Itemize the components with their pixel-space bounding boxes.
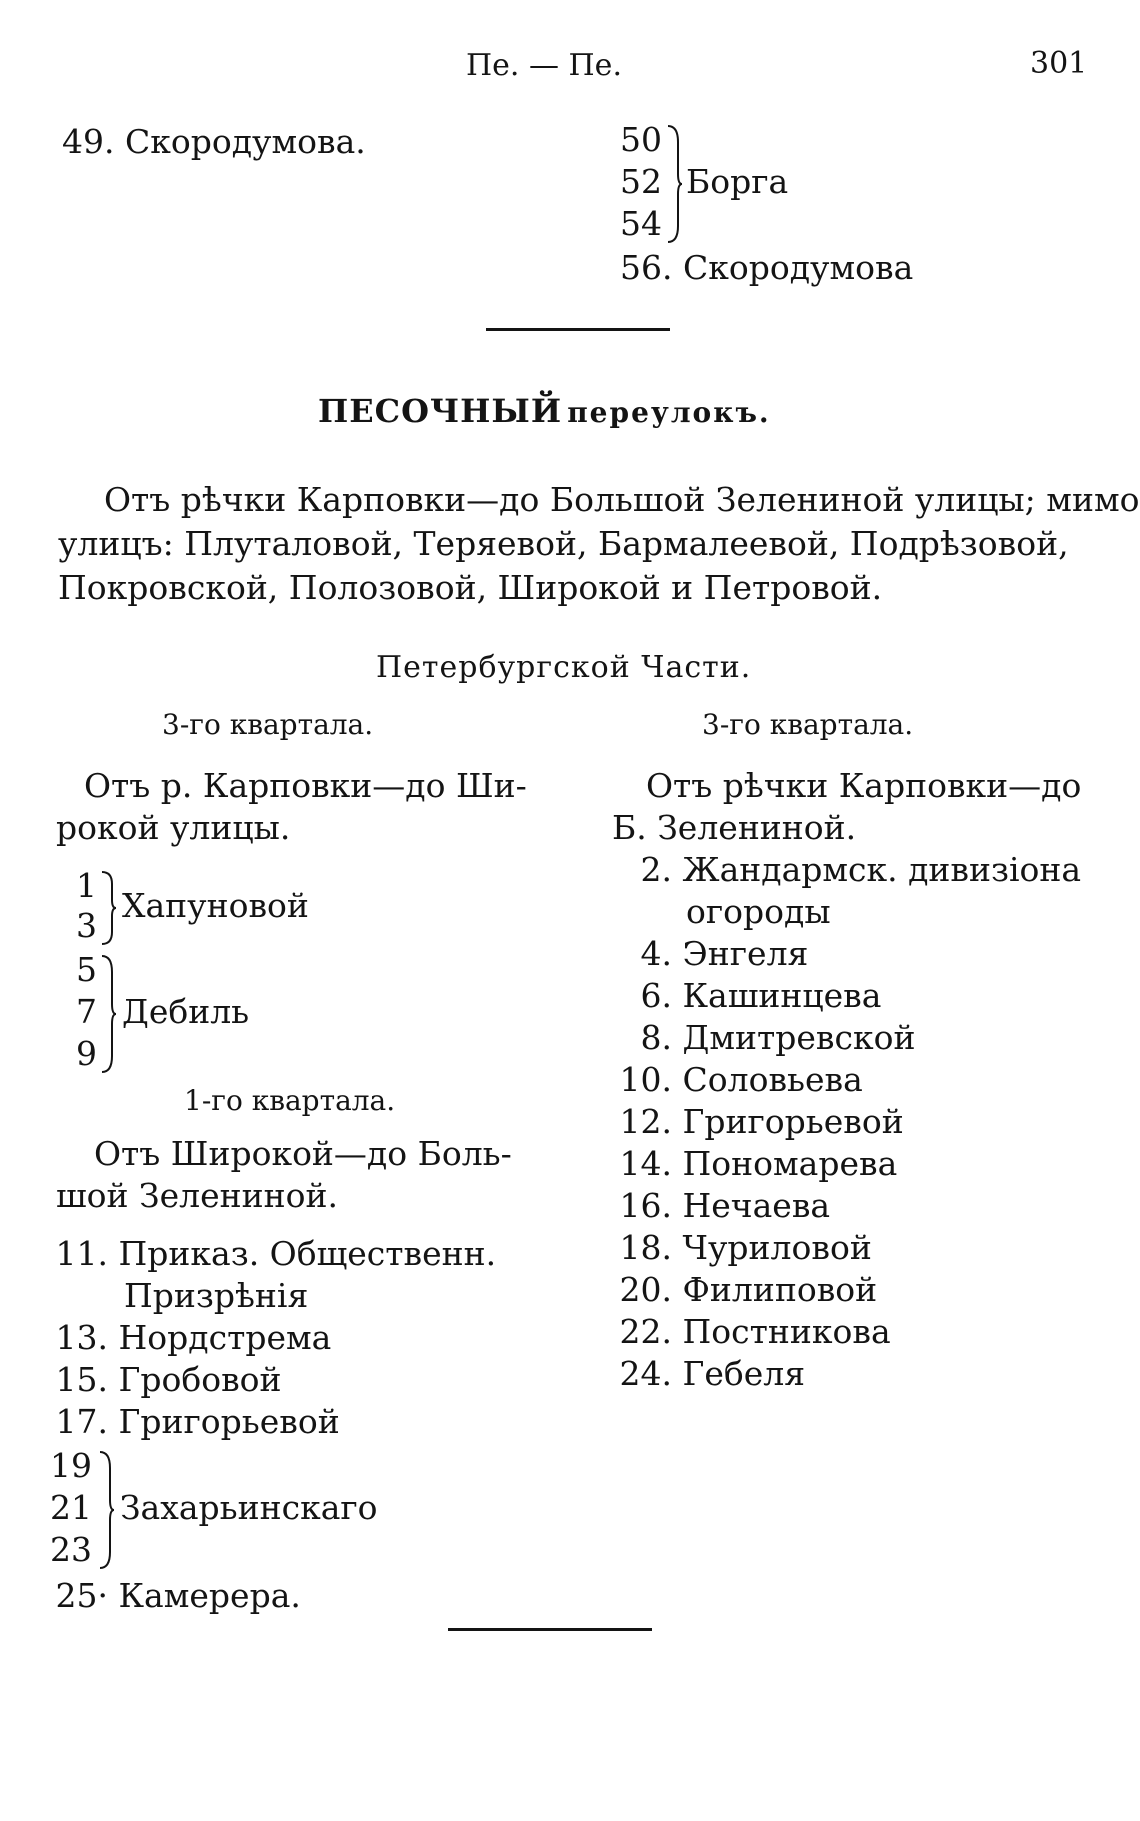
left-range-b-line-2: шой Зелениной.: [56, 1176, 338, 1215]
item-number: 24.: [619, 1354, 672, 1393]
list-item: [612, 1144, 897, 1183]
title-sub: переулокъ.: [567, 396, 771, 429]
left-quarter-heading: 3-го квартала.: [162, 708, 374, 741]
brace: [98, 1450, 116, 1570]
entry-49: [62, 122, 366, 161]
group-name-borga: Борга: [686, 162, 789, 201]
list-item: [50, 1402, 340, 1441]
item-number: 13.: [55, 1318, 108, 1357]
group-name: Дебиль: [122, 992, 250, 1031]
group-num: 9: [76, 1034, 97, 1073]
list-item: [612, 1018, 915, 1057]
list-item: [612, 1312, 891, 1351]
item-number: 11.: [55, 1234, 108, 1273]
description-line-2: улицъ: Плуталовой, Теряевой, Бармалеевой, Подрѣзовой,: [58, 524, 1069, 563]
group-num-50: 50: [620, 120, 662, 159]
item-number: 17.: [55, 1402, 108, 1441]
item-name: Дмитревской: [682, 1018, 916, 1057]
brace: [100, 954, 118, 1074]
item-number: 15.: [55, 1360, 108, 1399]
district-heading: Петербургской Части.: [376, 650, 752, 685]
item-name: Постникова: [682, 1312, 891, 1351]
entry-number: 56.: [620, 248, 673, 287]
section-title: [318, 392, 771, 430]
list-item: [612, 976, 881, 1015]
left-range-b-line-1: Отъ Широкой—до Боль-: [94, 1134, 512, 1173]
list-item: [612, 1060, 863, 1099]
item-name: Камерера.: [118, 1576, 301, 1615]
entry-56: [620, 248, 913, 287]
right-range-line-2: Б. Зелениной.: [612, 808, 857, 847]
item-number: 10.: [619, 1060, 672, 1099]
group-num-52: 52: [620, 162, 662, 201]
list-item: [612, 1354, 805, 1393]
item-name: Григорьевой: [118, 1402, 340, 1441]
group-num: 1: [76, 866, 97, 905]
list-item: [50, 1318, 331, 1357]
item-name: Чуриловой: [682, 1228, 872, 1267]
item-number: 20.: [619, 1270, 672, 1309]
list-item-continuation: огороды: [686, 892, 831, 931]
group-num: 5: [76, 950, 97, 989]
entry-name: Скородумова.: [124, 122, 366, 161]
running-title: Пе. — Пе.: [466, 48, 622, 83]
item-number: 22.: [619, 1312, 672, 1351]
item-name: Жандармск. дивизіона: [682, 850, 1082, 889]
item-number: 8.: [640, 1018, 672, 1057]
item-name: Пономарева: [682, 1144, 898, 1183]
item-name: Нечаева: [682, 1186, 831, 1225]
list-item: [612, 934, 808, 973]
left-quarter-heading-b: 1-го квартала.: [184, 1084, 396, 1117]
list-item: [612, 1270, 877, 1309]
right-quarter-heading: 3-го квартала.: [702, 708, 914, 741]
right-range-line-1: Отъ рѣчки Карповки—до: [646, 766, 1082, 805]
item-name: Энгеля: [682, 934, 809, 973]
item-name: Соловьева: [682, 1060, 863, 1099]
group-num: 21: [50, 1488, 92, 1527]
group-num-54: 54: [620, 204, 662, 243]
brace: [100, 870, 118, 946]
item-name: Приказ. Общественн.: [118, 1234, 497, 1273]
item-name: Нордстрема: [118, 1318, 332, 1357]
item-name: Гебеля: [682, 1354, 806, 1393]
list-item: [612, 1228, 872, 1267]
group-num: 23: [50, 1530, 92, 1569]
bottom-divider: [448, 1628, 652, 1631]
item-number: 18.: [619, 1228, 672, 1267]
group-num: 7: [76, 992, 97, 1031]
list-item: [50, 1234, 496, 1273]
list-item-continuation: Призрѣнія: [124, 1276, 309, 1315]
left-range-line-2: рокой улицы.: [56, 808, 291, 847]
item-name: Григорьевой: [682, 1102, 904, 1141]
list-item: [612, 1186, 830, 1225]
item-name: Гробовой: [118, 1360, 282, 1399]
group-num: 3: [76, 906, 97, 945]
left-range-line-1: Отъ р. Карповки—до Ши-: [84, 766, 527, 805]
list-item: [50, 1360, 282, 1399]
list-item: [612, 850, 1081, 889]
item-number: 4.: [640, 934, 672, 973]
item-name: Филиповой: [682, 1270, 878, 1309]
description-line-1: Отъ рѣчки Карповки—до Большой Зелениной улицы; мимо: [104, 480, 1140, 519]
entry-number: 49.: [62, 122, 115, 161]
item-number: 2.: [640, 850, 672, 889]
group-name: Хапуновой: [122, 886, 309, 925]
group-name: Захарьинскаго: [120, 1488, 378, 1527]
item-number: 6.: [640, 976, 672, 1015]
item-name: Кашинцева: [682, 976, 882, 1015]
section-divider: [486, 328, 670, 331]
page-number: 301: [1030, 46, 1088, 81]
list-item: [50, 1576, 301, 1615]
item-number: 25·: [55, 1576, 108, 1615]
brace: [666, 124, 684, 244]
title-main: ПЕСОЧНЫЙ: [318, 392, 563, 430]
description-line-3: Покровской, Полозовой, Широкой и Петровой.: [58, 568, 883, 607]
item-number: 14.: [619, 1144, 672, 1183]
entry-name: Скородумова: [682, 248, 914, 287]
item-number: 16.: [619, 1186, 672, 1225]
item-number: 12.: [619, 1102, 672, 1141]
list-item: [612, 1102, 904, 1141]
group-num: 19: [50, 1446, 92, 1485]
